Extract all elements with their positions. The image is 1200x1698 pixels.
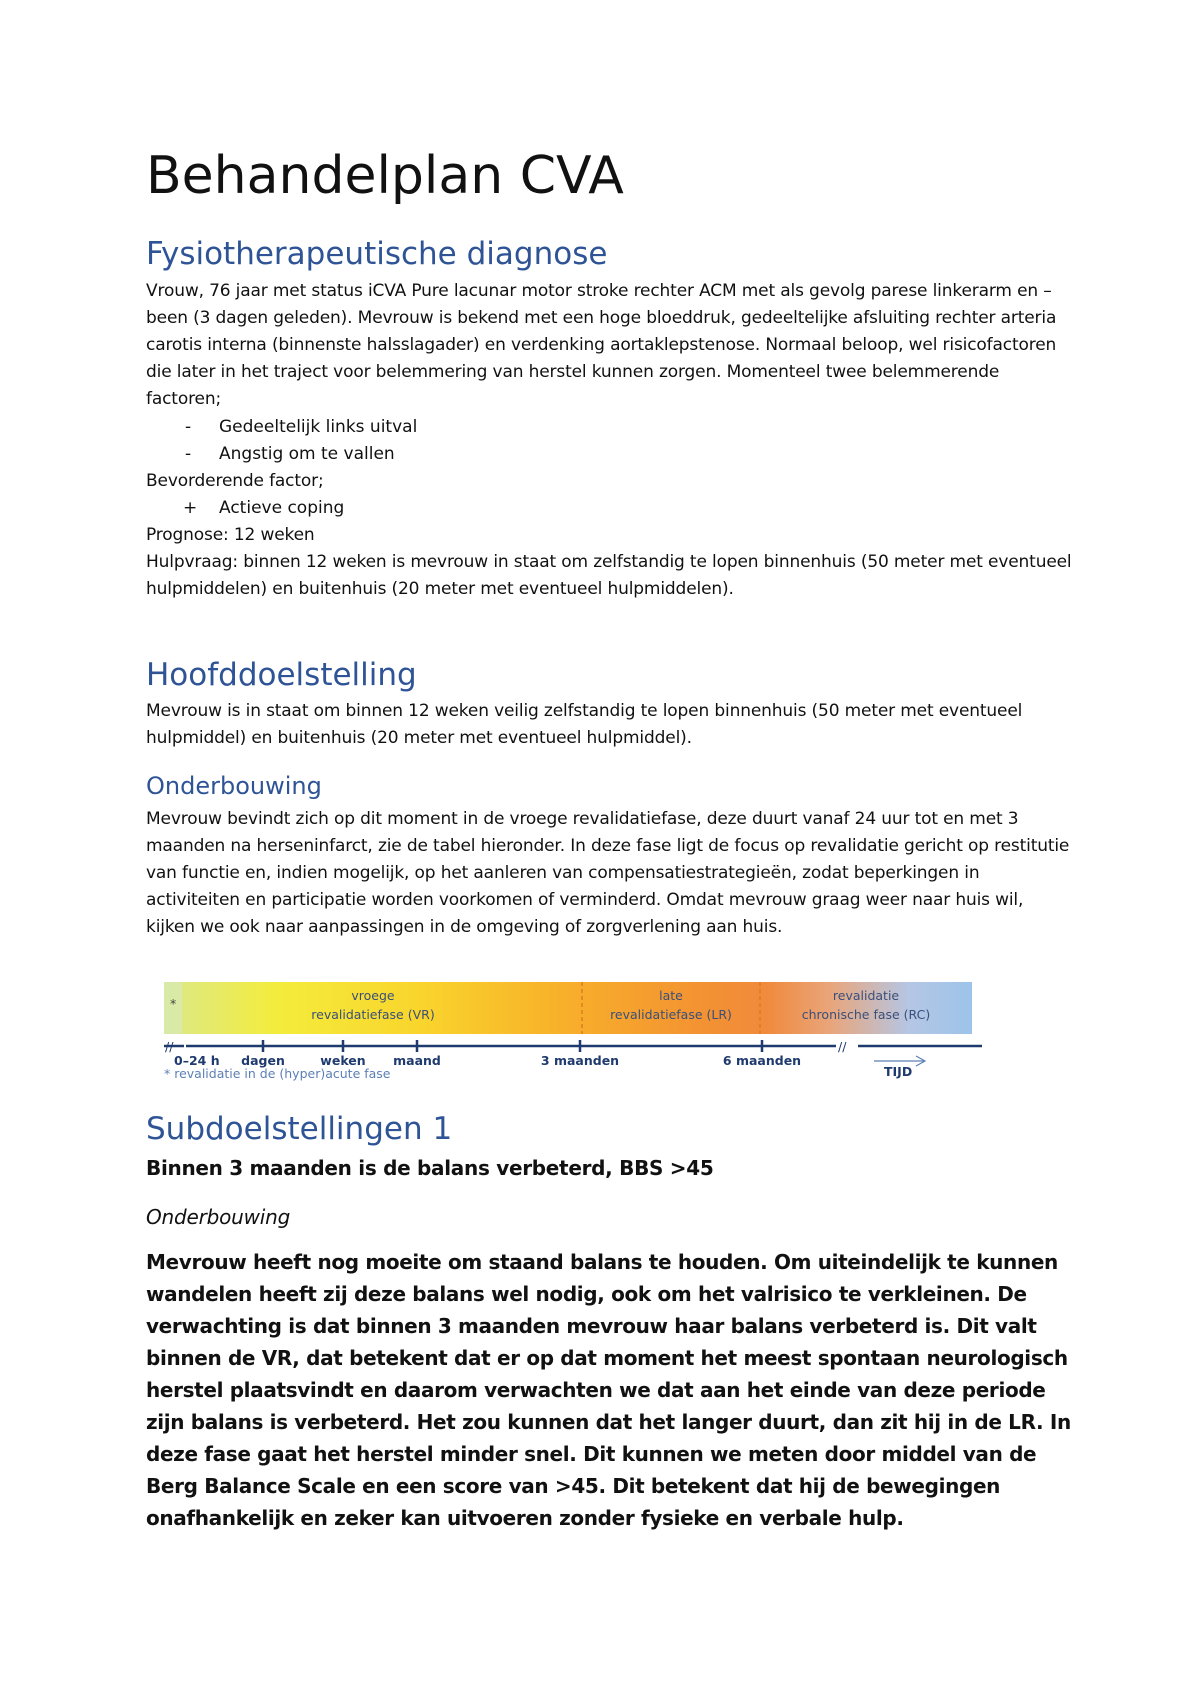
phase-label-1-line1: vroege <box>351 988 395 1003</box>
phase-label-2-line1: late <box>659 988 683 1003</box>
hoofddoel-text: Mevrouw is in staat om binnen 12 weken veilig zelfstandig te lopen binnenhuis (50 meter met eventueel hulpmiddel) en buitenhuis (20 meter met eventueel hulpmiddel). <box>146 701 1023 748</box>
subdoel-onderbouwing-heading: Onderbouwing <box>146 1205 291 1229</box>
negative-factor-text: Gedeeltelijk links uitval <box>219 417 418 437</box>
positive-factor-text: Actieve coping <box>219 498 345 518</box>
axis-tick-label: 6 maanden <box>722 1053 802 1068</box>
time-axis-label: TIJD <box>884 1064 913 1079</box>
phase-label-2-line2: revalidatiefase (LR) <box>610 1007 732 1022</box>
diagnose-intro: Vrouw, 76 jaar met status iCVA Pure lacunar motor stroke rechter ACM met als gevolg parese linkerarm en –been (3 dagen geleden). Mevrouw is bekend met een hoge bloeddruk, gedeeltelijke afsluiting rechter arteria carotis interna (binnenste halsslagader) en verdenking aortaklepstenose. Normaal beloop, wel risicofactoren die later in het traject voor belemmering van herstel kunnen zorgen. Momenteel twee belemmerende factoren; <box>146 281 1057 409</box>
positive-factor-label: Bevorderende factor; <box>146 471 324 491</box>
axis-tick-label: dagen <box>241 1053 285 1068</box>
axis-tick-label: 0–24 h <box>174 1053 220 1068</box>
negative-factor-marker: - <box>185 417 192 437</box>
acute-marker: * <box>170 996 177 1011</box>
negative-factor-marker: - <box>185 444 192 464</box>
onderbouwing-heading: Onderbouwing <box>146 772 322 800</box>
timeline-footnote: * revalidatie in de (hyper)acute fase <box>164 1066 391 1081</box>
axis-break-end: // <box>838 1039 847 1054</box>
prognose-line: Prognose: 12 weken <box>146 525 315 545</box>
axis-tick-label: 3 maanden <box>540 1053 620 1068</box>
hulpvraag-text: Hulpvraag: binnen 12 weken is mevrouw in staat om zelfstandig te lopen binnenhuis (50 meter met eventueel hulpmiddelen) en buitenhuis (20 meter met eventueel hulpmiddelen). <box>146 552 1072 599</box>
positive-factor-marker: + <box>183 498 198 518</box>
phase-label-3-line2: chronische fase (RC) <box>801 1007 931 1022</box>
revalidation-timeline-figure <box>146 975 986 1085</box>
axis-break-start: // <box>165 1039 174 1054</box>
subdoel-goal: Binnen 3 maanden is de balans verbeterd, BBS >45 <box>146 1156 714 1180</box>
onderbouwing-text: Mevrouw bevindt zich op dit moment in de vroege revalidatiefase, deze duurt vanaf 24 uur tot en met 3 maanden na herseninfarct, zie de tabel hieronder. In deze fase ligt de focus op revalidatie gericht op restitutie van functie en, indien mogelijk, op het aanleren van compensatiestrategieën, zodat beperkingen in activiteiten en participatie worden voorkomen of verminderd. Omdat mevrouw graag weer naar huis wil, kijken we ook naar aanpassingen in de omgeving of zorgverlening aan huis. <box>146 809 1070 937</box>
axis-tick-label: maand <box>393 1053 441 1068</box>
negative-factor-text: Angstig om te vallen <box>219 444 395 464</box>
diagnose-heading: Fysiotherapeutische diagnose <box>146 236 608 272</box>
phase-label-1-line2: revalidatiefase (VR) <box>311 1007 435 1022</box>
axis-ticks <box>174 1040 801 1068</box>
phase-label-3-line1: revalidatie <box>832 988 900 1003</box>
hoofddoel-heading: Hoofddoelstelling <box>146 657 417 693</box>
subdoel-onderbouwing-text: Mevrouw heeft nog moeite om staand balans te houden. Om uiteindelijk te kunnen wandelen heeft zij deze balans wel nodig, ook om het valrisico te verkleinen. De verwachting is dat binnen 3 maanden mevrouw haar balans verbeterd is. Dit valt binnen de VR, dat betekent dat er op dat moment het meest spontaan neurologisch herstel plaatsvindt en daarom verwachten we dat aan het einde van deze periode zijn balans is verbeterd. Het zou kunnen dat het langer duurt, dan zit hij in de LR. In deze fase gaat het herstel minder snel. Dit kunnen we meten door middel van de Berg Balance Scale en een score van >45. Dit betekent dat hij de bewegingen onafhankelijk en zeker kan uitvoeren zonder fysieke en verbale hulp. <box>146 1250 1071 1530</box>
document-title: Behandelplan CVA <box>146 146 624 206</box>
axis-tick-label: weken <box>320 1053 366 1068</box>
subdoel-heading: Subdoelstellingen 1 <box>146 1111 453 1147</box>
